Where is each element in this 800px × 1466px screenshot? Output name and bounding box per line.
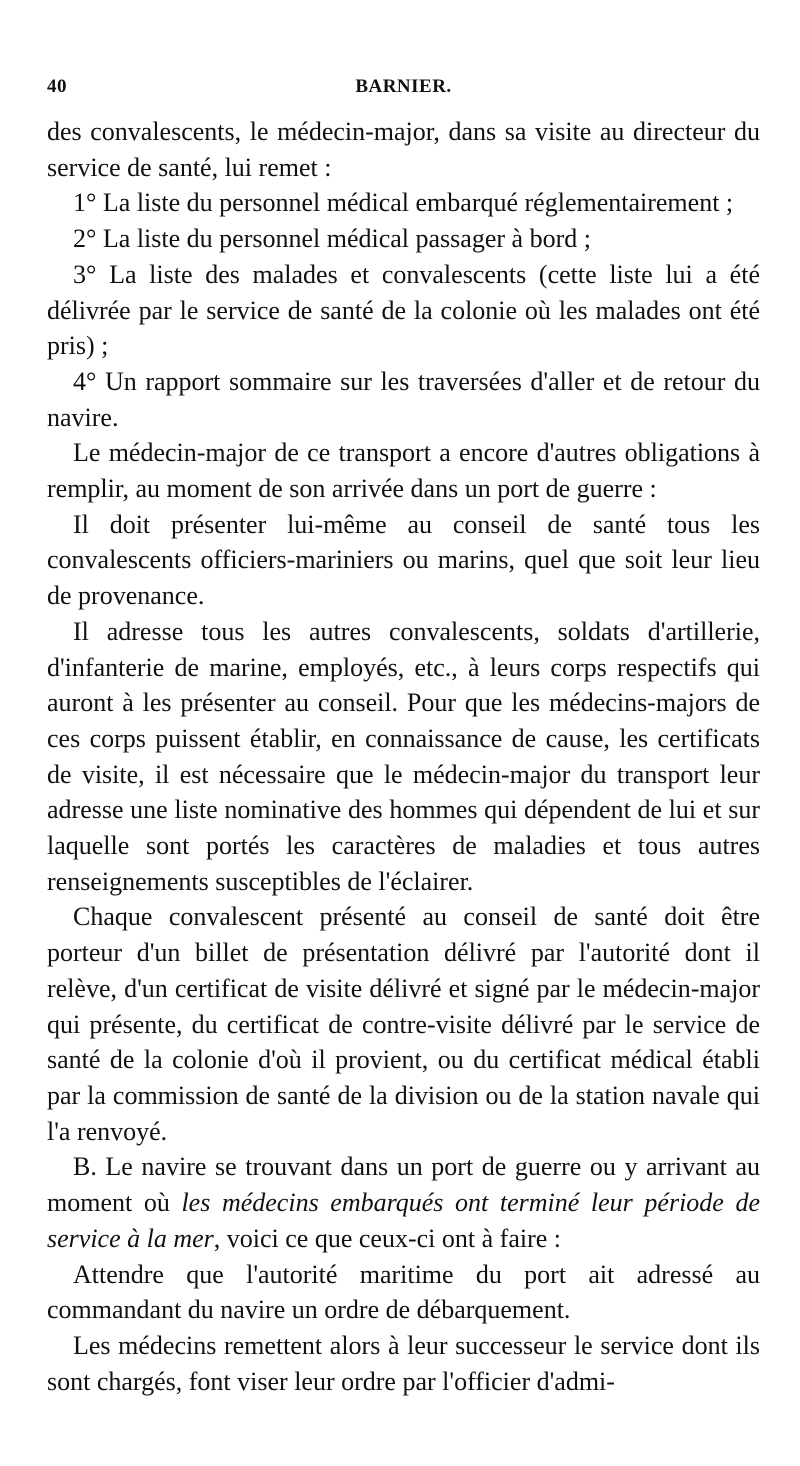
paragraph: Les médecins remettent alors à leur successeur le service dont ils sont chargés, font viser leur ordre par l'officier d'admi- <box>47 1330 760 1396</box>
page-number: 40 <box>47 76 67 97</box>
paragraph: Il adresse tous les autres convalescents, soldats d'artillerie, d'infanterie de marine, employés, etc., à leurs corps respectifs qui auront à les présenter au conseil. Pour que les médecins-majors de ces corps puissent établir, en connaissance de cause, les certificats de visite, il est nécessaire que le médecin-major du transport leur adresse une liste nominative des hommes qui dépendent de lui et sur laquelle sont portés les caractères de maladies et tous autres renseignements susceptibles de l'éclairer. <box>47 616 760 896</box>
body-text <box>47 114 760 1399</box>
paragraph-b-text: B. Le navire se trouvant dans un port de guerre ou y arrivant au moment où <box>47 1152 760 1218</box>
paragraph: Attendre que l'autorité maritime du port ait adressé au commandant du navire un ordre de débarquement. <box>47 1259 760 1325</box>
paragraph: des convalescents, le médecin-major, dans sa visite au directeur du service de santé, lui remet : <box>47 117 760 182</box>
page-header <box>47 76 760 106</box>
running-title: BARNIER. <box>355 76 452 97</box>
paragraph-b-italic: les médecins embarqués ont terminé leur période de service à la mer <box>47 1188 760 1253</box>
list-item: 1° La liste du personnel médical embarqué réglementairement ; <box>73 188 734 218</box>
paragraph: Chaque convalescent présenté au conseil de santé doit être porteur d'un billet de présentation délivré par l'autorité dont il relève, d'un certificat de visite délivré et signé par le médecin-major qui présente, du certificat de contre-visite délivré par le service de santé de la colonie d'où il provient, ou du certificat médical établi par la commission de santé de la division ou de la station navale qui l'a renvoyé. <box>47 902 760 1146</box>
paragraph: Le médecin-major de ce transport a encore d'autres obligations à remplir, au moment de son arrivée dans un port de guerre : <box>47 438 760 504</box>
paragraph-b <box>47 1149 760 1256</box>
paragraph: Il doit présenter lui-même au conseil de santé tous les convalescents officiers-mariniers ou marins, quel que soit leur lieu de provenance. <box>47 509 760 611</box>
list-item: 4° Un rapport sommaire sur les traversées d'aller et de retour du navire. <box>47 366 760 432</box>
list-item: 3° La liste des malades et convalescents (cette liste lui a été délivrée par le service de santé de la colonie où les malades ont été pris) ; <box>47 259 760 361</box>
list-item: 2° La liste du personnel médical passager à bord ; <box>73 224 591 254</box>
paragraph-b-end: , voici ce que ceux-ci ont à faire : <box>213 1223 561 1253</box>
